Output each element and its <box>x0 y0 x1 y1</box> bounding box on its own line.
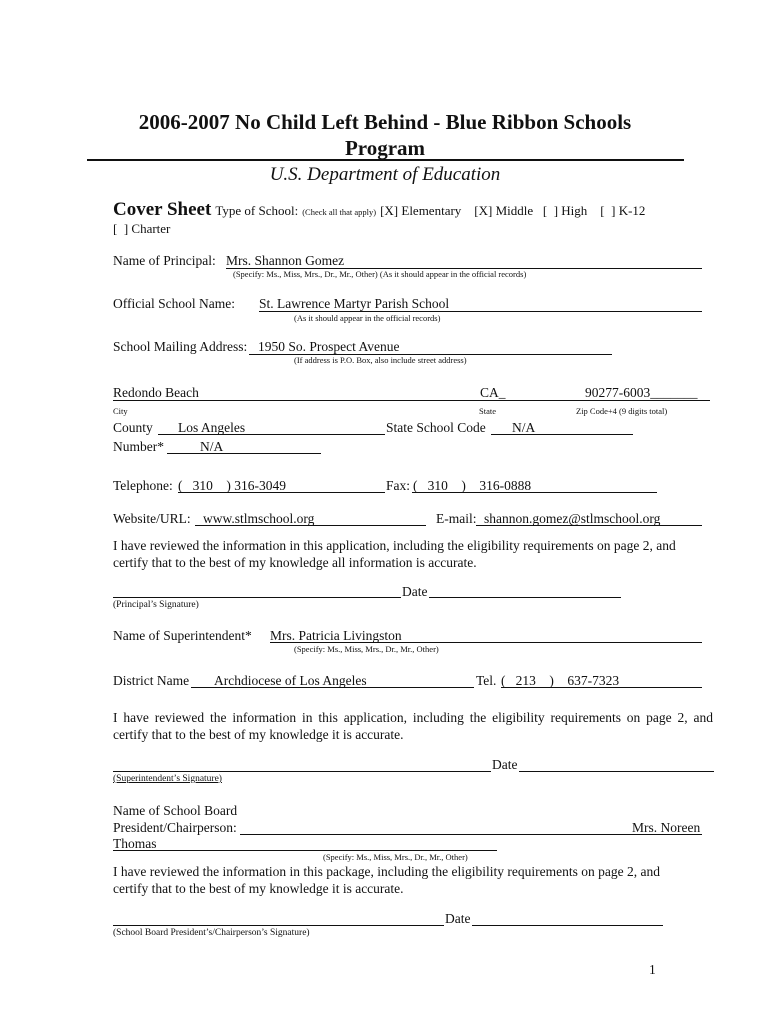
superintendent-date-label: Date <box>492 757 518 772</box>
superintendent-label: Name of Superintendent* <box>113 628 252 643</box>
principal-certification-text: I have reviewed the information in this application, including the eligibility requirements on page 2, and certify that to the best of my knowledge all information is accurate. <box>113 538 676 570</box>
district-name-field[interactable]: Archdiocese of Los Angeles <box>214 673 367 688</box>
principal-date-label: Date <box>402 584 428 599</box>
board-underline-2 <box>113 850 497 851</box>
county-label: County <box>113 420 153 435</box>
district-tel-label: Tel. <box>476 673 497 688</box>
superintendent-date-line[interactable] <box>519 771 714 772</box>
superintendent-signature-caption: (Superintendent’s Signature) <box>113 774 222 784</box>
board-date-line[interactable] <box>472 925 663 926</box>
fax-field[interactable]: ( 310 ) 316-0888 <box>413 478 532 493</box>
telephone-label: Telephone: <box>113 478 173 493</box>
board-date-label: Date <box>445 911 471 926</box>
superintendent-signature-line[interactable] <box>113 771 491 772</box>
zip-caption: Zip Code+4 (9 digits total) <box>576 406 668 416</box>
board-signature-caption: (School Board President’s/Chairperson’s Signature) <box>113 928 310 938</box>
page-number: 1 <box>649 962 656 977</box>
state-school-code-label: State School Code <box>386 420 486 435</box>
principal-note: (Specify: Ms., Miss, Mrs., Dr., Mr., Other) (As it should appear in the official records) <box>233 269 527 279</box>
board-label-line1: Name of School Board <box>113 803 238 818</box>
state-caption: State <box>479 406 496 416</box>
state-field[interactable]: CA_ <box>480 385 506 400</box>
board-president-field-a[interactable]: Mrs. Noreen <box>632 820 701 835</box>
principal-label: Name of Principal: <box>113 253 216 268</box>
board-note: (Specify: Ms., Miss, Mrs., Dr., Mr., Other) <box>323 852 468 862</box>
principal-field[interactable]: Mrs. Shannon Gomez <box>226 253 345 268</box>
email-field[interactable]: shannon.gomez@stlmschool.org <box>484 511 661 526</box>
district-tel-field[interactable]: ( 213 ) 637-7323 <box>501 673 620 688</box>
board-label-line2: President/Chairperson: <box>113 820 237 835</box>
mailing-address-field[interactable]: 1950 So. Prospect Avenue <box>258 339 400 354</box>
telephone-field[interactable]: ( 310 ) 316-3049 <box>178 478 286 493</box>
superintendent-certification-text: I have reviewed the information in this application, including the eligibility requirements on page 2, and certify that to the best of my knowledge it is accurate. <box>113 710 713 742</box>
superintendent-note: (Specify: Ms., Miss, Mrs., Dr., Mr., Other) <box>294 644 439 654</box>
board-president-field-b[interactable]: Thomas <box>113 836 157 851</box>
city-caption: City <box>113 406 128 416</box>
cover-sheet-row <box>113 199 645 221</box>
zip-field[interactable]: 90277-6003_______ <box>585 385 698 400</box>
number-underline <box>167 453 321 454</box>
number-label: Number* <box>113 439 164 454</box>
department-name: U.S. Department of Education <box>269 164 501 185</box>
mailing-address-label: School Mailing Address: <box>113 339 248 354</box>
school-name-note: (As it should appear in the official records) <box>294 313 441 323</box>
check-all-note: (Check all that apply) <box>302 207 377 217</box>
website-field[interactable]: www.stlmschool.org <box>203 511 315 526</box>
school-type-options[interactable]: [X] Elementary [X] Middle [ ] High [ ] K-12 <box>380 203 646 218</box>
principal-date-line[interactable] <box>429 597 621 598</box>
fax-label: Fax: <box>386 478 411 493</box>
cover-sheet-heading: Cover Sheet <box>113 199 212 220</box>
principal-signature-caption: (Principal’s Signature) <box>113 600 199 610</box>
board-signature-line[interactable] <box>113 925 444 926</box>
board-certification-text: I have reviewed the information in this package, including the eligibility requirements on page 2, and certify that to the best of my knowledge it is accurate. <box>113 864 660 896</box>
type-of-school-label: Type of School: <box>215 203 299 218</box>
form-title-line2: Program <box>344 136 426 160</box>
school-name-label: Official School Name: <box>113 296 235 311</box>
title-rule <box>87 159 684 161</box>
state-school-code-field[interactable]: N/A <box>512 420 536 435</box>
number-field[interactable]: N/A <box>200 439 224 454</box>
superintendent-field[interactable]: Mrs. Patricia Livingston <box>270 628 402 643</box>
charter-option[interactable]: [ ] Charter <box>113 221 171 236</box>
principal-signature-line[interactable] <box>113 597 401 598</box>
city-field[interactable]: Redondo Beach <box>113 385 199 400</box>
website-label: Website/URL: <box>113 511 191 526</box>
school-name-field[interactable]: St. Lawrence Martyr Parish School <box>259 296 450 311</box>
address-note: (If address is P.O. Box, also include street address) <box>294 355 467 365</box>
email-label: E-mail: <box>436 511 477 526</box>
county-field[interactable]: Los Angeles <box>178 420 246 435</box>
form-title-line1: 2006-2007 No Child Left Behind - Blue Ribbon Schools <box>138 110 632 134</box>
district-name-label: District Name <box>113 673 190 688</box>
